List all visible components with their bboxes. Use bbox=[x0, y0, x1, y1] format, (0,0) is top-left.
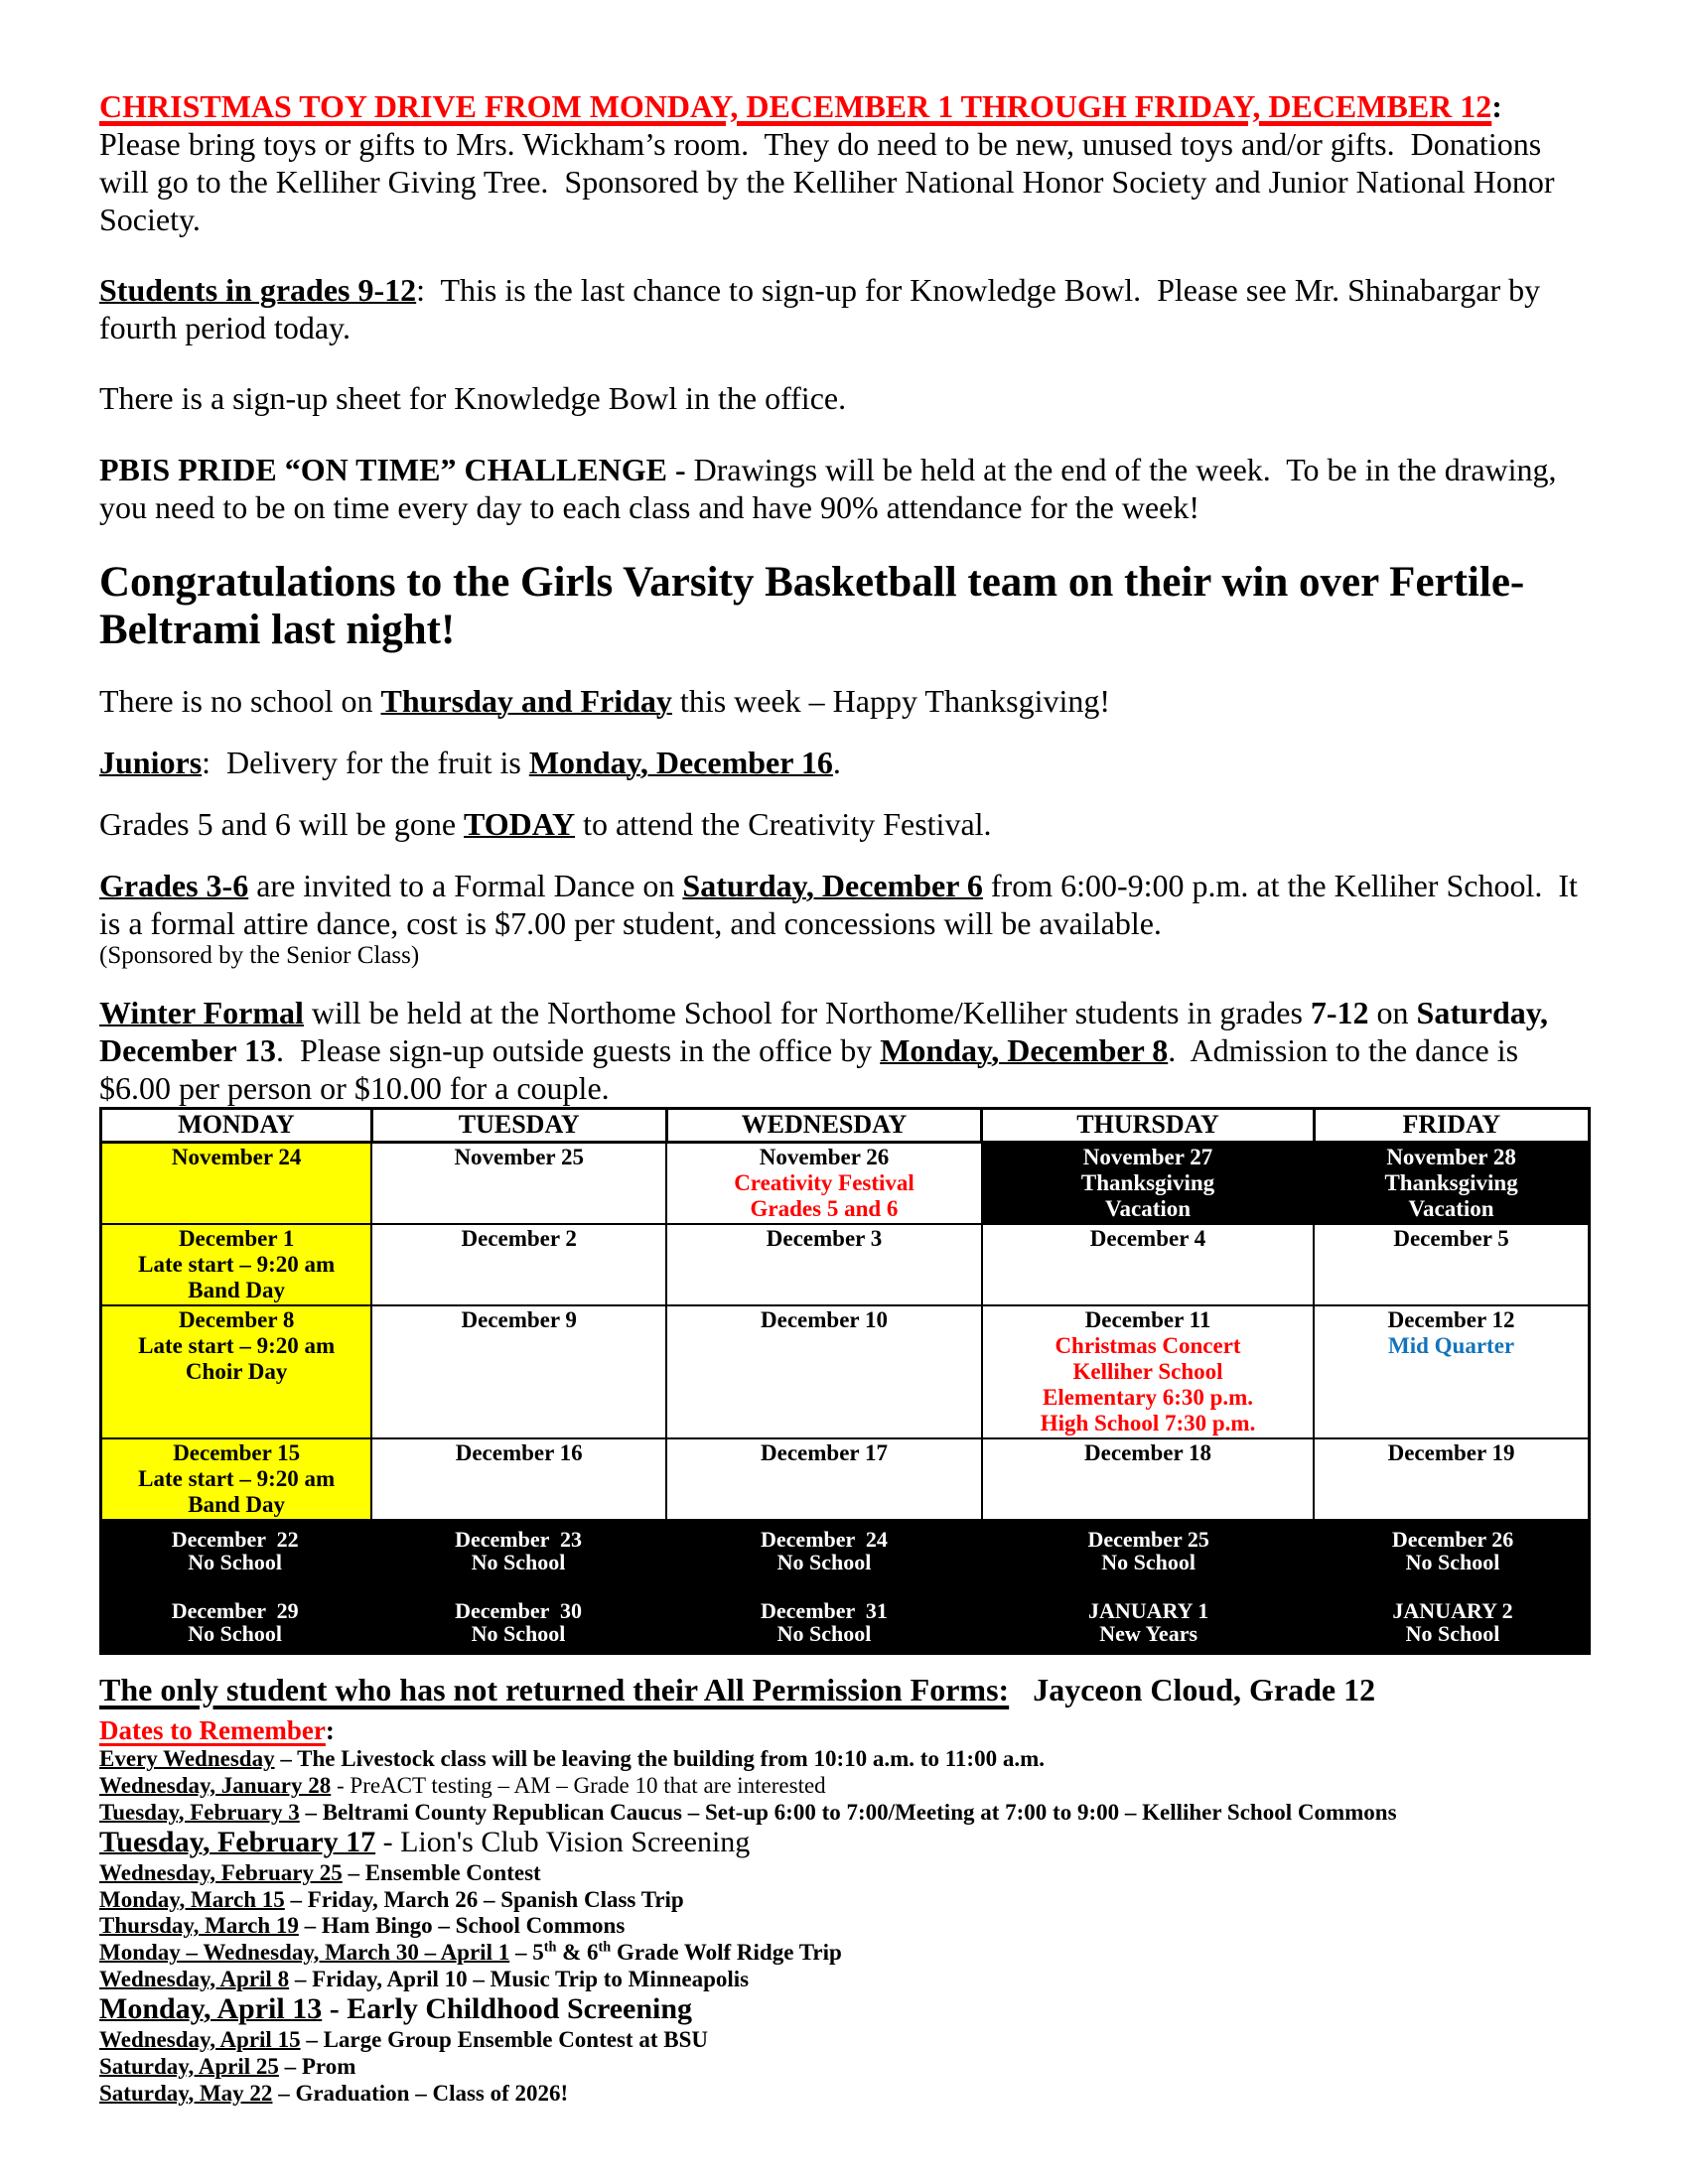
calendar-week-row bbox=[101, 1224, 1590, 1305]
text-segment: Grades 5 and 6 will be gone bbox=[99, 806, 465, 843]
calendar-cell-line: High School 7:30 p.m. bbox=[1040, 1411, 1256, 1436]
calendar-cell-line: Band Day bbox=[188, 1278, 286, 1303]
no-school-row bbox=[99, 1599, 1591, 1645]
calendar-cell-line: Thanksgiving bbox=[1384, 1170, 1518, 1196]
text-segment: – Prom bbox=[278, 2053, 356, 2079]
no-school-cell-line: No School bbox=[188, 1550, 283, 1575]
no-school-notice bbox=[99, 682, 1591, 720]
calendar-cell-line: Late start – 9:20 am bbox=[138, 1252, 336, 1278]
calendar-cell-line: December 9 bbox=[461, 1307, 577, 1333]
calendar-cell-line: Christmas Concert bbox=[1055, 1333, 1241, 1359]
no-school-cell bbox=[666, 1528, 982, 1573]
text-segment: : Delivery for the fruit is bbox=[202, 745, 529, 781]
calendar-cell-line: December 3 bbox=[766, 1226, 883, 1252]
calendar-cell-line: December 17 bbox=[761, 1440, 888, 1466]
text-segment: - Early Childhood Screening bbox=[322, 1992, 693, 2026]
calendar-week-row bbox=[101, 1305, 1590, 1438]
no-school-cell bbox=[666, 1599, 982, 1645]
text-segment: CHRISTMAS TOY DRIVE FROM MONDAY, DECEMBER 1 THROUGH FRIDAY, DECEMBER 12 bbox=[99, 88, 1492, 124]
no-school-cell-line: JANUARY 1 bbox=[1088, 1598, 1209, 1624]
no-school-cell-line: December 25 bbox=[1087, 1527, 1209, 1553]
no-school-cell-line: JANUARY 2 bbox=[1392, 1598, 1513, 1624]
text-segment: – Ham Bingo – School Commons bbox=[298, 1913, 626, 1939]
text-segment: : This is the last chance to sign-up for Knowledge Bowl. Please see Mr. Shinabargar by fourth period today. bbox=[99, 272, 1549, 346]
no-school-row bbox=[99, 1528, 1591, 1573]
calendar-cell-line: December 1 bbox=[178, 1226, 295, 1252]
text-segment: : bbox=[325, 1715, 335, 1746]
text-segment: PBIS PRIDE “ON TIME” CHALLENGE - bbox=[99, 451, 694, 487]
no-school-cell-line: No School bbox=[1101, 1550, 1196, 1575]
day-header: FRIDAY bbox=[1314, 1109, 1589, 1143]
text-segment: 7-12 bbox=[1310, 994, 1369, 1030]
toy-drive-heading bbox=[99, 87, 1591, 125]
calendar-cell-line: December 4 bbox=[1089, 1226, 1206, 1252]
no-school-cell-line: December 26 bbox=[1391, 1527, 1514, 1553]
calendar-cell-line: December 19 bbox=[1387, 1440, 1515, 1466]
calendar-cell bbox=[666, 1224, 982, 1305]
calendar-cell bbox=[101, 1143, 372, 1225]
dates-to-remember-list bbox=[99, 1746, 1591, 2107]
text-segment: Monday, April 13 bbox=[99, 1992, 323, 2026]
calendar-cell-line: Choir Day bbox=[185, 1359, 288, 1385]
day-header: WEDNESDAY bbox=[666, 1109, 982, 1143]
calendar-cell bbox=[666, 1143, 982, 1225]
no-school-cell-line: December 24 bbox=[761, 1527, 888, 1553]
calendar-cell bbox=[982, 1305, 1314, 1438]
text-segment: . Admission to the dance is $6.00 per person or $10.00 for a couple. bbox=[99, 1031, 1527, 1107]
no-school-cell-line: No School bbox=[471, 1621, 566, 1647]
text-segment: Congratulations to the Girls Varsity Basketball team on their win over Fertile-Beltrami last night! bbox=[99, 558, 1525, 653]
calendar-cell-line: Vacation bbox=[1104, 1196, 1192, 1222]
text-segment: Wednesday, April 8 bbox=[99, 1966, 290, 1991]
date-item bbox=[99, 1940, 1591, 1967]
text-segment: Monday, December 16 bbox=[528, 745, 833, 781]
text-segment: Saturday, December 13 bbox=[99, 994, 1557, 1068]
signup-sheet bbox=[99, 379, 1591, 417]
text-segment: Students in grades 9-12 bbox=[99, 272, 417, 309]
text-segment: th bbox=[543, 1939, 557, 1956]
text-segment: Grades 3-6 bbox=[99, 868, 249, 904]
calendar-cell-line: Elementary 6:30 p.m. bbox=[1042, 1385, 1254, 1411]
text-segment: Please bring toys or gifts to Mrs. Wickham’s room. They do need to be new, unused toys and/or gifts. Donations will go to the Kelliher Giving Tree. Sponsored by the Kelliher National Honor Society and Junior National Honor Society. bbox=[99, 126, 1563, 238]
date-item bbox=[99, 1746, 1591, 1773]
text-segment: (Sponsored by the Senior Class) bbox=[99, 942, 420, 970]
toy-drive-body bbox=[99, 125, 1591, 238]
congratulations bbox=[99, 559, 1591, 654]
no-school-cell-line: No School bbox=[776, 1550, 872, 1575]
no-school-cell bbox=[1315, 1528, 1591, 1573]
text-segment: are invited to a Formal Dance on bbox=[248, 868, 683, 904]
calendar-cell-line: December 15 bbox=[173, 1440, 301, 1466]
date-item bbox=[99, 2081, 1591, 2108]
calendar-table bbox=[99, 1107, 1591, 1522]
no-school-cell bbox=[99, 1599, 370, 1645]
calendar-cell bbox=[666, 1305, 982, 1438]
calendar-cell bbox=[982, 1143, 1314, 1225]
calendar-cell bbox=[101, 1224, 372, 1305]
calendar-cell-line: Thanksgiving bbox=[1080, 1170, 1215, 1196]
text-segment: Monday, December 8 bbox=[880, 1031, 1169, 1068]
text-segment: . Please sign-up outside guests in the office by bbox=[276, 1031, 881, 1068]
knowledge-bowl-signup bbox=[99, 271, 1591, 346]
calendar-cell-line: November 25 bbox=[454, 1145, 584, 1170]
day-header: MONDAY bbox=[101, 1109, 372, 1143]
text-segment: from 6:00-9:00 p.m. at the Kelliher School. It is a formal attire dance, cost is $7.00 per student, and concessions will be available. bbox=[99, 868, 1586, 942]
date-item bbox=[99, 1913, 1591, 1940]
date-item bbox=[99, 2027, 1591, 2054]
text-segment: on bbox=[1368, 994, 1417, 1030]
no-school-cell-line: December 22 bbox=[171, 1527, 299, 1553]
date-item bbox=[99, 1773, 1591, 1800]
calendar-cell bbox=[666, 1438, 982, 1521]
no-school-cell bbox=[370, 1599, 665, 1645]
no-school-cell-line: December 29 bbox=[171, 1598, 299, 1624]
date-item bbox=[99, 1826, 1591, 1860]
text-segment: TODAY bbox=[464, 806, 576, 843]
calendar-cell-line: December 2 bbox=[461, 1226, 577, 1252]
calendar-cell bbox=[1314, 1438, 1589, 1521]
text-segment: this week – Happy Thanksgiving! bbox=[671, 683, 1111, 720]
day-header: TUESDAY bbox=[371, 1109, 666, 1143]
formal-dance-sponsor bbox=[99, 942, 1591, 970]
text-segment: Wednesday, February 25 bbox=[99, 1860, 343, 1886]
text-segment: Jayceon Cloud, Grade 12 bbox=[1009, 1672, 1376, 1708]
calendar-cell-line: Grades 5 and 6 bbox=[750, 1196, 899, 1222]
text-segment: Grade Wolf Ridge Trip bbox=[611, 1940, 842, 1966]
calendar-cell-line: Late start – 9:20 am bbox=[138, 1466, 336, 1492]
text-segment: will be held at the Northome School for Northome/Kelliher students in grades bbox=[303, 994, 1311, 1030]
text-segment: – Graduation – Class of 2026! bbox=[272, 2080, 569, 2106]
text-segment: Saturday, April 25 bbox=[99, 2053, 279, 2079]
text-segment: - Lion's Club Vision Screening bbox=[375, 1826, 751, 1859]
text-segment: Dates to Remember bbox=[99, 1715, 326, 1746]
calendar-cell bbox=[371, 1305, 666, 1438]
text-segment: – Beltrami County Republican Caucus – Set-up 6:00 to 7:00/Meeting at 7:00 to 9:00 – Kelliher School Commons bbox=[299, 1799, 1397, 1825]
calendar-cell-line: Kelliher School bbox=[1072, 1359, 1223, 1385]
no-school-cell-line: No School bbox=[776, 1621, 872, 1647]
calendar-cell-line: Late start – 9:20 am bbox=[138, 1333, 336, 1359]
calendar-cell-line: November 26 bbox=[759, 1145, 890, 1170]
text-segment: There is no school on bbox=[99, 683, 381, 720]
dates-to-remember-heading bbox=[99, 1714, 1591, 1746]
calendar-cell bbox=[1314, 1305, 1589, 1438]
calendar-cell-line: December 12 bbox=[1387, 1307, 1515, 1333]
calendar-body bbox=[101, 1143, 1590, 1521]
no-school-cell bbox=[99, 1528, 370, 1573]
no-school-cell-line: No School bbox=[1405, 1621, 1500, 1647]
calendar-cell-line: November 27 bbox=[1082, 1145, 1213, 1170]
text-segment: : bbox=[1491, 88, 1502, 124]
no-school-cell-line: No School bbox=[1405, 1550, 1500, 1575]
calendar-cell-line: December 18 bbox=[1084, 1440, 1211, 1466]
calendar-cell-line: December 16 bbox=[455, 1440, 583, 1466]
winter-formal bbox=[99, 994, 1591, 1107]
no-school-cell bbox=[1315, 1599, 1591, 1645]
calendar-cell-line: December 11 bbox=[1084, 1307, 1211, 1333]
text-segment: Tuesday, February 3 bbox=[99, 1799, 300, 1825]
date-item bbox=[99, 1887, 1591, 1914]
calendar-cell-line: Vacation bbox=[1408, 1196, 1494, 1222]
text-segment: Saturday, December 6 bbox=[682, 868, 983, 904]
text-segment: to attend the Creativity Festival. bbox=[575, 806, 992, 843]
calendar-week-row bbox=[101, 1438, 1590, 1521]
calendar-cell bbox=[371, 1224, 666, 1305]
text-segment: - PreACT testing – AM – Grade 10 that are interested bbox=[331, 1772, 826, 1798]
calendar-header-row bbox=[101, 1109, 1590, 1143]
text-segment: Juniors bbox=[99, 745, 203, 781]
no-school-cell-line: No School bbox=[188, 1621, 283, 1647]
date-item bbox=[99, 1992, 1591, 2027]
text-segment: Monday, March 15 bbox=[99, 1886, 285, 1912]
text-segment: th bbox=[598, 1939, 612, 1956]
text-segment: – Large Group Ensemble Contest at BSU bbox=[300, 2027, 708, 2053]
text-segment: Saturday, May 22 bbox=[99, 2080, 273, 2106]
text-segment: Wednesday, January 28 bbox=[99, 1772, 332, 1798]
date-item bbox=[99, 1860, 1591, 1887]
calendar-cell-line: Creativity Festival bbox=[734, 1170, 914, 1196]
text-segment: Monday – Wednesday, March 30 – April 1 bbox=[99, 1940, 510, 1966]
permission-forms-note bbox=[99, 1671, 1591, 1708]
calendar-cell-line: November 28 bbox=[1386, 1145, 1516, 1170]
text-segment: Every Wednesday bbox=[99, 1746, 275, 1772]
text-segment: The only student who has not returned their All Permission Forms: bbox=[99, 1672, 1010, 1708]
announcements-section bbox=[99, 87, 1591, 1107]
creativity-festival bbox=[99, 805, 1591, 843]
no-school-cell-line: December 30 bbox=[455, 1598, 582, 1624]
text-segment: – Friday, March 26 – Spanish Class Trip bbox=[284, 1886, 684, 1912]
text-segment: There is a sign-up sheet for Knowledge Bowl in the office. bbox=[99, 380, 847, 417]
text-segment: – Ensemble Contest bbox=[342, 1860, 541, 1886]
no-school-cell bbox=[370, 1528, 665, 1573]
date-item bbox=[99, 2054, 1591, 2081]
date-item bbox=[99, 1967, 1591, 1993]
formal-dance bbox=[99, 867, 1591, 942]
text-segment: Thursday, March 19 bbox=[99, 1913, 299, 1939]
calendar-cell bbox=[1314, 1224, 1589, 1305]
calendar-cell bbox=[371, 1143, 666, 1225]
calendar-week-row bbox=[101, 1143, 1590, 1225]
calendar-cell bbox=[101, 1438, 372, 1521]
text-segment: Wednesday, April 15 bbox=[99, 2027, 301, 2053]
no-school-cell bbox=[982, 1528, 1315, 1573]
calendar-cell bbox=[371, 1438, 666, 1521]
calendar-cell-line: December 5 bbox=[1393, 1226, 1509, 1252]
no-school-cell-line: December 31 bbox=[761, 1598, 888, 1624]
calendar-cell-line: November 24 bbox=[171, 1145, 302, 1170]
text-segment: – 5 bbox=[509, 1940, 544, 1966]
text-segment: . bbox=[832, 745, 841, 781]
text-segment: Tuesday, February 17 bbox=[99, 1826, 376, 1859]
calendar-cell-line: Band Day bbox=[188, 1492, 286, 1518]
text-segment: – The Livestock class will be leaving the building from 10:10 a.m. to 11:00 a.m. bbox=[274, 1746, 1045, 1772]
no-school-cell-line: No School bbox=[471, 1550, 566, 1575]
pbis-challenge bbox=[99, 451, 1591, 526]
calendar-cell bbox=[1314, 1143, 1589, 1225]
text-segment: Winter Formal bbox=[99, 994, 304, 1030]
no-school-cell-line: New Years bbox=[1099, 1621, 1198, 1647]
text-segment: & 6 bbox=[556, 1940, 599, 1966]
calendar-cell-line: December 10 bbox=[761, 1307, 888, 1333]
no-school-cell-line: December 23 bbox=[455, 1527, 582, 1553]
text-segment: Drawings will be held at the end of the week. To be in the drawing, you need to be on time every day to each class and have 90% attendance for the week! bbox=[99, 451, 1565, 525]
juniors-fruit bbox=[99, 744, 1591, 781]
calendar-cell bbox=[982, 1224, 1314, 1305]
no-school-cell bbox=[982, 1599, 1315, 1645]
calendar-cell bbox=[982, 1438, 1314, 1521]
day-header: THURSDAY bbox=[982, 1109, 1314, 1143]
calendar-cell bbox=[101, 1305, 372, 1438]
calendar-cell-line: December 8 bbox=[178, 1307, 295, 1333]
date-item bbox=[99, 1800, 1591, 1827]
calendar-cell-line: Mid Quarter bbox=[1388, 1333, 1515, 1359]
calendar-header-row bbox=[101, 1109, 1590, 1143]
no-school-section bbox=[99, 1522, 1591, 1655]
text-segment: Thursday and Friday bbox=[380, 683, 672, 720]
text-segment: – Friday, April 10 – Music Trip to Minneapolis bbox=[289, 1966, 750, 1991]
